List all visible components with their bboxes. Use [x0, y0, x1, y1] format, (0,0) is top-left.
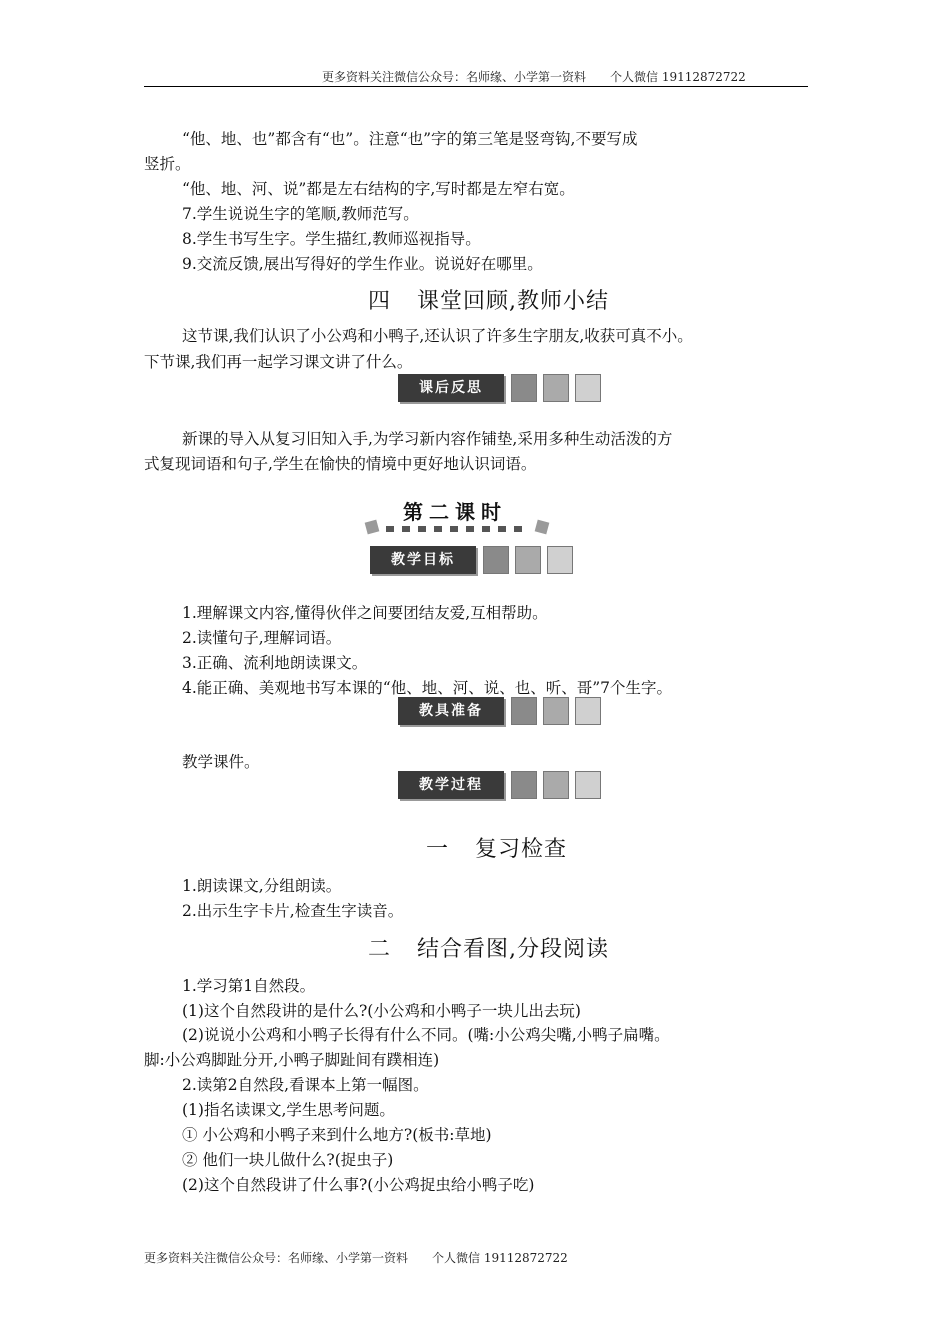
section-title: 课堂回顾,教师小结	[417, 289, 610, 314]
reading-line: (2)这个自然段讲了什么事?(小公鸡捉虫给小鸭子吃)	[182, 1176, 535, 1194]
banner-square	[483, 546, 509, 574]
banner-square	[547, 546, 573, 574]
reading-line: (1)这个自然段讲的是什么?(小公鸡和小鸭子一块儿出去玩)	[182, 1002, 581, 1020]
review-item: 2.出示生字卡片,检查生字读音。	[182, 902, 404, 920]
lesson-title-decoration	[362, 518, 556, 538]
banner-square	[515, 546, 541, 574]
header-rule	[144, 86, 808, 87]
banner-square	[511, 771, 537, 799]
goal-item: 3.正确、流利地朗读课文。	[182, 654, 368, 672]
banner-label: 课后反思	[398, 374, 504, 402]
banner-label: 教学目标	[370, 546, 476, 574]
banner-square	[575, 374, 601, 402]
reading-line: 2.读第2自然段,看课本上第一幅图。	[182, 1076, 429, 1094]
banner-label: 教学过程	[398, 771, 504, 799]
tools-text: 教学课件。	[182, 753, 260, 771]
goal-item: 2.读懂句子,理解词语。	[182, 629, 342, 647]
paragraph-line: 竖折。	[144, 155, 191, 173]
banner-square	[575, 697, 601, 725]
banner-square	[543, 374, 569, 402]
reading-line: (2)说说小公鸡和小鸭子长得有什么不同。(嘴:小公鸡尖嘴,小鸭子扁嘴。	[182, 1026, 670, 1044]
reading-line: ② 他们一块儿做什么?(捉虫子)	[182, 1151, 394, 1169]
step-item: 7.学生说说生字的笔顺,教师范写。	[182, 205, 419, 223]
banner-square	[543, 771, 569, 799]
paragraph-line: 新课的导入从复习旧知入手,为学习新内容作铺垫,采用多种生动活泼的方	[182, 430, 673, 448]
review-item: 1.朗读课文,分组朗读。	[182, 877, 342, 895]
section-number: 四	[368, 289, 392, 314]
reading-line: ① 小公鸡和小鸭子来到什么地方?(板书:草地)	[182, 1126, 492, 1144]
paragraph-line: 下节课,我们再一起学习课文讲了什么。	[144, 353, 413, 371]
banner-square	[511, 697, 537, 725]
lesson-title: 第二课时	[403, 500, 507, 524]
paragraph-line: 这节课,我们认识了小公鸡和小鸭子,还认识了许多生字朋友,收获可真不小。	[182, 327, 693, 345]
reading-line: (1)指名读课文,学生思考问题。	[182, 1101, 395, 1119]
section-heading	[426, 832, 567, 863]
section-title: 结合看图,分段阅读	[417, 937, 610, 962]
section-number: 一	[426, 837, 450, 862]
goal-item: 4.能正确、美观地书写本课的“他、地、河、说、也、听、哥”7个生字。	[182, 679, 673, 697]
banner-square	[575, 771, 601, 799]
paragraph-line: “他、地、河、说”都是左右结构的字,写时都是左窄右宽。	[182, 180, 575, 198]
section-title: 复习检查	[475, 837, 568, 862]
paragraph-line: 式复现词语和句子,学生在愉快的情境中更好地认识词语。	[144, 455, 537, 473]
step-item: 8.学生书写生字。学生描红,教师巡视指导。	[182, 230, 481, 248]
step-item: 9.交流反馈,展出写得好的学生作业。说说好在哪里。	[182, 255, 543, 273]
page-header: 更多资料关注微信公众号：名师缘、小学第一资料 个人微信 19112872722	[322, 70, 746, 84]
section-heading	[368, 932, 609, 963]
page-footer: 更多资料关注微信公众号：名师缘、小学第一资料 个人微信 19112872722	[144, 1251, 568, 1265]
banner-square	[511, 374, 537, 402]
reading-line: 1.学习第1自然段。	[182, 977, 316, 995]
banner-square	[543, 697, 569, 725]
section-heading	[368, 284, 609, 315]
banner-label: 教具准备	[398, 697, 504, 725]
reading-line: 脚:小公鸡脚趾分开,小鸭子脚趾间有蹼相连)	[144, 1051, 440, 1069]
goal-item: 1.理解课文内容,懂得伙伴之间要团结友爱,互相帮助。	[182, 604, 548, 622]
section-number: 二	[368, 937, 392, 962]
paragraph-line: “他、地、也”都含有“也”。注意“也”字的第三笔是竖弯钩,不要写成	[182, 130, 638, 148]
